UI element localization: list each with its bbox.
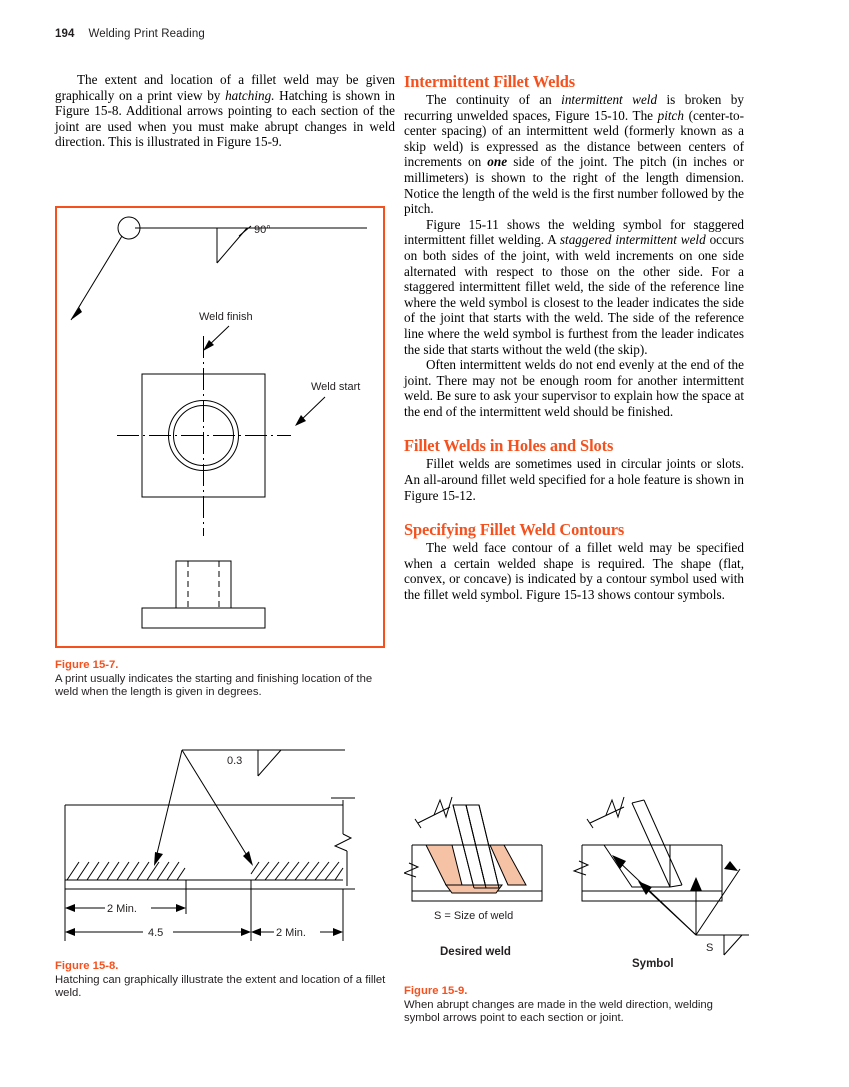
- section-spacer: [404, 503, 744, 520]
- symbol-illustration: [574, 797, 749, 970]
- paragraph-intermittent-1: [404, 92, 744, 217]
- heading-fillet-welds-holes-slots: Fillet Welds in Holes and Slots: [404, 436, 614, 456]
- desired-weld-illustration: [404, 797, 542, 958]
- paragraph-hatching: [55, 72, 395, 150]
- symbol-label: Symbol: [632, 958, 674, 970]
- figure-15-7-number: Figure 15-7.: [55, 659, 119, 671]
- figure-15-8-number: Figure 15-8.: [55, 960, 119, 972]
- text-run-bold-italic: one: [487, 154, 508, 170]
- text-run-italic: pitch: [657, 107, 685, 123]
- figure-15-8-caption: [55, 960, 395, 1001]
- text-run: occurs on both sides of the joint, with weld increments on one side alternated with respect to those on the other side. For a staggered intermittent fillet weld, the side of the reference line where the weld symbol is closest to the leader indicates the side of the joint that starts with the weld. The side of the reference line where the weld symbol is furthest from the leader indicates the side that starts without the weld (the skip).: [404, 232, 745, 357]
- figure-15-8-drawing: [55, 736, 395, 951]
- angle-label: 90°: [254, 224, 271, 236]
- section-spacer: [404, 419, 744, 436]
- text-run: The continuity of an: [426, 92, 562, 107]
- symbol-size-letter: S: [706, 942, 714, 954]
- book-title: Welding Print Reading: [88, 28, 205, 40]
- paragraph-holes-slots: Fillet welds are sometimes used in circular joints or slots. An all-around fillet weld specified for a hole feature is shown in Figure 15-12.: [404, 456, 744, 503]
- dimension-left: 2 Min.: [107, 903, 137, 915]
- dimension-right: 2 Min.: [276, 927, 306, 939]
- text-run-italic: hatching.: [225, 87, 275, 103]
- figure-15-7-caption: [55, 659, 395, 700]
- paragraph-intermittent-2: [404, 217, 744, 357]
- page-number: 194: [55, 28, 75, 40]
- weld-size-label: 0.3: [227, 755, 243, 767]
- running-head: [55, 28, 205, 40]
- left-column: [55, 72, 395, 150]
- dimension-center: 4.5: [148, 927, 164, 939]
- heading-intermittent-fillet-welds: Intermittent Fillet Welds: [404, 72, 576, 91]
- text-run: side of the joint. The pitch (in inches or millimeters) is shown to the right of the length dimension. Notice the length of the weld is the first number followed by the pitch.: [404, 154, 744, 217]
- paragraph-contours: The weld face contour of a fillet weld may be specified when a certain welded shape is required. The shape (flat, convex, or concave) is indicated by a contour symbol used with the fillet weld symbol. Figure 15-13 shows contour symbols.: [404, 540, 744, 603]
- figure-15-7-drawing: [57, 208, 383, 646]
- text-run-italic: intermittent weld: [561, 92, 658, 107]
- text-run: Figure 15-11 shows the welding symbol for staggered intermittent fillet welding. A: [404, 216, 744, 248]
- weld-finish-label: Weld finish: [199, 311, 253, 323]
- weld-start-label: Weld start: [311, 381, 361, 393]
- size-of-weld-label: S = Size of weld: [434, 910, 514, 922]
- figure-15-9-caption-text: When abrupt changes are made in the weld direction, welding symbol arrows point to each section or joint.: [404, 998, 713, 1025]
- figure-15-9-number: Figure 15-9.: [404, 985, 468, 997]
- heading-specifying-contours: Specifying Fillet Weld Contours: [404, 520, 625, 540]
- text-run: The extent and location of a fillet weld may be given graphically on a print view by: [55, 72, 395, 103]
- figure-15-8-caption-text: Hatching can graphically illustrate the extent and location of a fillet weld.: [55, 973, 386, 1000]
- text-run: is broken by recurring unwelded spaces, Figure 15-10. The: [404, 92, 744, 123]
- paragraph-intermittent-3: Often intermittent welds do not end evenly at the end of the joint. There may not be enough room for another intermittent weld. Be sure to ask your supervisor to explain how the space at the end of the intermittent weld should be finished.: [404, 357, 744, 419]
- text-run-italic: staggered intermittent weld: [559, 232, 706, 248]
- figure-15-7-box: [55, 206, 385, 648]
- figure-15-9-drawing: [404, 795, 749, 975]
- right-column: [404, 72, 744, 603]
- text-run: (center-to-center spacing) of an intermittent weld (formerly known as a skip weld) is expressed as the distance between centers of increments on: [404, 107, 744, 170]
- figure-15-9-caption: [404, 985, 749, 1026]
- text-run: Hatching is shown in Figure 15-8. Additional arrows pointing to each section of the joint are used when you must make abrupt changes in weld direction. This is illustrated in Figure 15-9.: [55, 87, 395, 150]
- figure-15-7-caption-text: A print usually indicates the starting and finishing location of the weld when the length is given in degrees.: [55, 672, 373, 699]
- desired-weld-label: Desired weld: [440, 946, 511, 958]
